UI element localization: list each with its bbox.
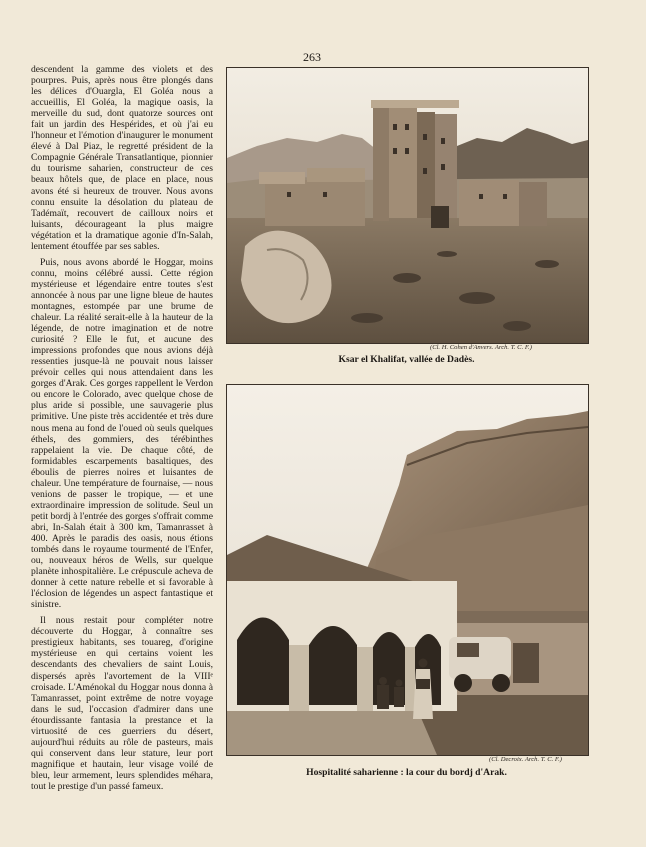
- photo-caption: Ksar el Khalifat, vallée de Dadès.: [338, 354, 475, 365]
- article-column: [31, 64, 213, 792]
- photo-credit: (Cl. H. Cohen d'Anvers. Arch. T. C. F.): [430, 344, 532, 351]
- kasbah-photo: [226, 67, 589, 344]
- photo-credit: (Cl. Decroix. Arch. T. C. F.): [489, 756, 562, 763]
- page-number: 263: [303, 50, 321, 64]
- bordj-illustration: [227, 385, 588, 755]
- kasbah-illustration: [227, 68, 588, 343]
- article-paragraph: Il nous restait pour compléter notre découverte du Hoggar, à connaître ses prestigieux habitants, ses touareg, d'origine mystérieuse en qui certains voient les descendants des chevaliers de saint Louis, dispersés après l'avortement de la VIIIᵉ croisade. L'Aménokal du Hoggar nous donna à Tamanrasset, point extrême de notre voyage dans le sud, l'occasion d'admirer dans une étourdissante fantasia la prestance et la virtuosité de ces guerriers du désert, aujourd'hui réduits au rôle de pasteurs, mais qui conservent dans leur stature, leur port magnifique et hautain, leur visage voilé de bleu, leur armement, leurs splendides méhara, tout le prestige d'un passé fameux.: [31, 615, 213, 792]
- article-paragraph: descendent la gamme des violets et des pourpres. Puis, après nous être plongés dans les délices d'Ouargla, El Goléa nous a accueillis, El Goléa, la magique oasis, la merveille du sud, dont quatorze sources ont fait un jardin des Hespérides, et où j'ai eu l'honneur et l'émotion d'inaugurer le monument élevé à Dal Piaz, le regretté président de la Compagnie Générale Transatlantique, pionnier du tourisme saharien, constructeur de ces beaux hôtels que, de place en place, nous avons été si heureux de trouver. Nous avons connu ensuite la désolation du plateau de Tadémaït, recouvert de cailloux noirs et luisants, décourageant la plus maigre végétation et la dramatique agonie d'In-Salah, lentement étouffée par ses sables.: [31, 64, 213, 252]
- article-paragraph: Puis, nous avons abordé le Hoggar, moins connu, moins célébré aussi. Cette région mystérieuse et légendaire entre toutes s'est annoncée à nous par une ligne bleue de hautes montagnes, estompée par une brume de chaleur. La réalité serait-elle à la hauteur de la légende, de notre imagination et de notre curiosité ? Elle le fut, et aucune des impressions profondes que nous avions déjà ressenties jusque-là ne pouvait nous laisser prévoir celles qui nous attendaient dans les gorges d'Arak. Ces gorges rappellent le Verdon ou encore le Colorado, avec quelque chose de plus aride si possible, une sauvagerie plus primitive. Une piste très accidentée et très dure nous mena au fond de l'oued où seuls quelques éthels, des gommiers, des térébinthes rappelaient la vie. De chaque côté, de formidables escarpements basaltiques, des éboulis de pierres noires et luisantes de chaleur. Une température de fournaise, — nous venions de passer le tropique, — et une extraordinaire impression de solitude. Seul un petit bordj à l'entrée des gorges s'offrait comme abri, In-Salah était à 300 km, Tamanrasset à 400. Après le paradis des oasis, nous étions tombés dans le royaume tourmenté de l'Enfer, ou, nouveaux héros de Wells, sur quelque planète inhospitalière. Le crépuscule acheva de donner à cette nature rebelle et si favorable à l'éclosion de légendes un aspect fantastique et sinistre.: [31, 256, 213, 611]
- bordj-photo: [226, 384, 589, 756]
- photo-caption: Hospitalité saharienne : la cour du bordj d'Arak.: [306, 767, 507, 778]
